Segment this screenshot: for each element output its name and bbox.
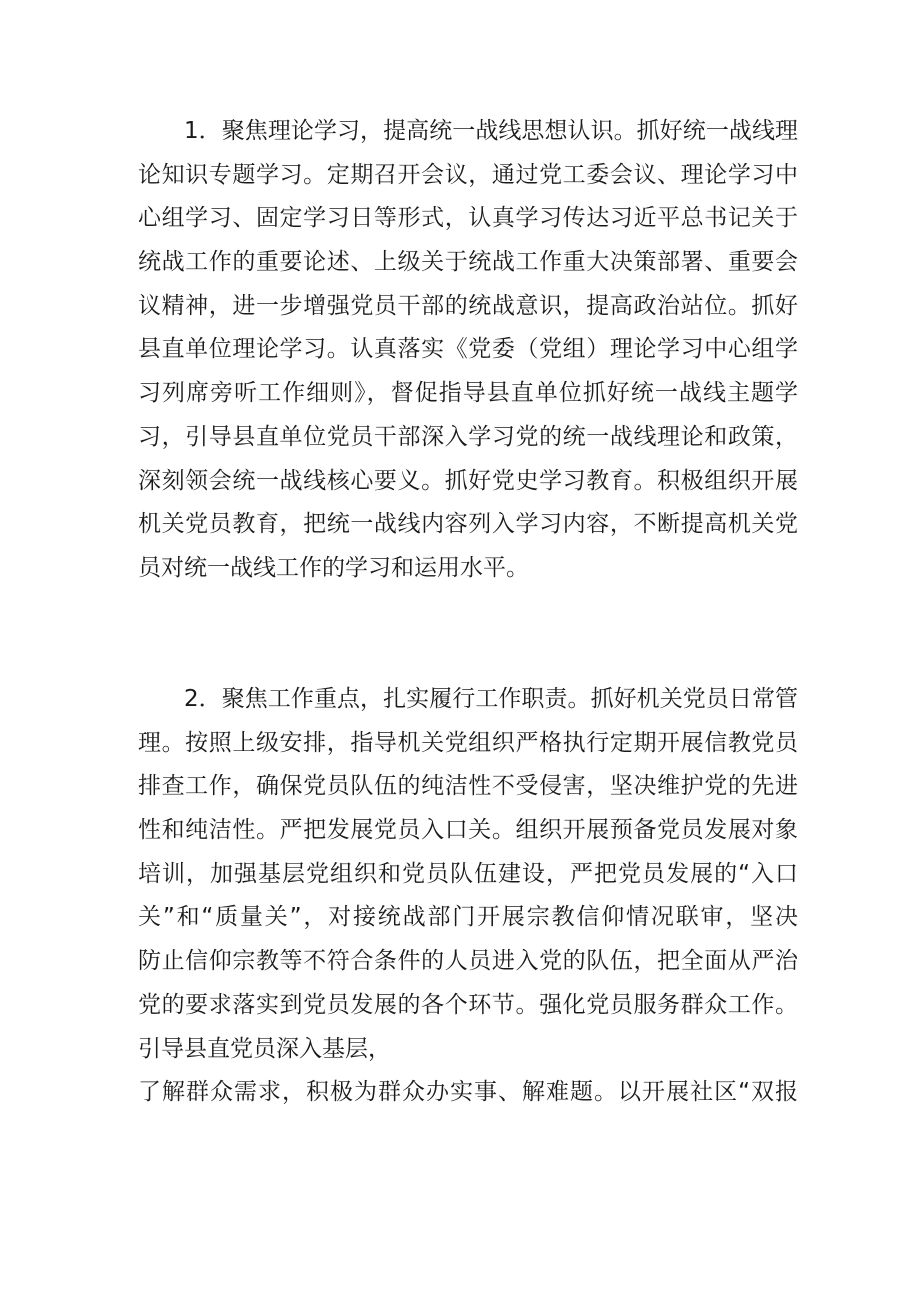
paragraph-line: 县直单位理论学习。认真落实《党委（党组）理论学习中心组学 xyxy=(138,336,798,363)
paragraph-line: 论知识专题学习。定期召开会议，通过党工委会议、理论学习中 xyxy=(138,161,798,188)
paragraph-line: 排查工作，确保党员队伍的纯洁性不受侵害，坚决维护党的先进 xyxy=(138,773,798,800)
paragraph-2 xyxy=(138,678,798,1115)
paragraph-line: 关”和“质量关”，对接统战部门开展宗教信仰情况联审，坚决 xyxy=(138,904,798,931)
paragraph-line: 性和纯洁性。严把发展党员入口关。组织开展预备党员发展对象 xyxy=(138,817,798,844)
paragraph-line: 防止信仰宗教等不符合条件的人员进入党的队伍，把全面从严治 xyxy=(138,948,798,975)
paragraph-line: 员对统一战线工作的学习和运用水平。 xyxy=(138,554,529,581)
paragraph-line: 习，引导县直单位党员干部深入学习党的统一战线理论和政策， xyxy=(138,423,798,450)
paragraph-line: 培训，加强基层党组织和党员队伍建设，严把党员发展的“入口 xyxy=(138,860,798,887)
paragraph-line: 党的要求落实到党员发展的各个环节。强化党员服务群众工作。 xyxy=(138,991,798,1018)
paragraph-line: 机关党员教育，把统一战线内容列入学习内容，不断提高机关党 xyxy=(138,511,798,538)
paragraph-line: 心组学习、固定学习日等形式，认真学习传达习近平总书记关于 xyxy=(138,205,798,232)
paragraph-1 xyxy=(138,110,798,591)
paragraph-line: 了解群众需求，积极为群众办实事、解难题。以开展社区“双报 xyxy=(138,1079,798,1106)
paragraph-line: 2．聚焦工作重点，扎实履行工作职责。抓好机关党员日常管 xyxy=(184,686,798,712)
paragraph-line: 统战工作的重要论述、上级关于统战工作重大决策部署、重要会 xyxy=(138,249,798,276)
paragraph-line: 深刻领会统一战线核心要义。抓好党史学习教育。积极组织开展 xyxy=(138,467,798,494)
paragraph-line: 议精神，进一步增强党员干部的统战意识，提高政治站位。抓好 xyxy=(138,292,798,319)
paragraph-line: 引导县直党员深入基层， xyxy=(138,1035,391,1062)
paragraph-line: 理。按照上级安排，指导机关党组织严格执行定期开展信教党员 xyxy=(138,729,798,756)
paragraph-line: 习列席旁听工作细则》，督促指导县直单位抓好统一战线主题学 xyxy=(138,380,798,407)
paragraph-line: 1．聚焦理论学习，提高统一战线思想认识。抓好统一战线理 xyxy=(184,118,798,144)
